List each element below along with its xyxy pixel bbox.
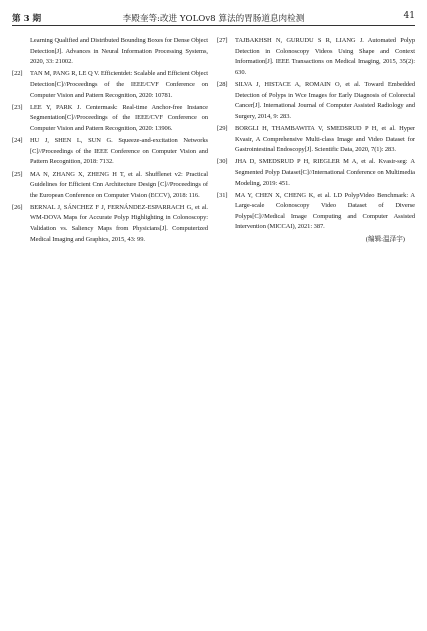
reference-item (12, 103, 208, 135)
reference-number: [22] (12, 70, 23, 78)
reference-item (217, 124, 415, 156)
reference-text: TAN M, PANG R, LE Q V. Efficientdet: Scalable and Efficient Object Detection[C]//Proceedings of the IEEE/CVF Conference on Computer Vision and Pattern Recognition, 2020: 10781. (30, 70, 208, 99)
reference-number: [23] (12, 103, 23, 111)
reference-column-left (12, 36, 208, 247)
reference-item (217, 191, 415, 233)
reference-item (12, 136, 208, 168)
reference-number: [25] (12, 170, 23, 178)
editor-note: (编辑:温泽宇) (365, 235, 405, 243)
reference-text: BERNAL J, SÁNCHEZ F J, FERNÁNDEZ-ESPARRACH G, et al. WM-DOVA Maps for Accurate Polyp Highlighting in Colonoscopy: Validation vs. Saliency Maps from Physicians[J]. Computerized Medical Imaging and Graphics, 2015, 43: 99. (30, 203, 208, 243)
reference-text: MA N, ZHANG X, ZHENG H T, et al. Shufflenet v2: Practical Guidelines for Efficient Cnn Architecture Design [C]//Proceedings of the European Conference on Computer Vision (ECCV), 2018: 116. (30, 170, 208, 199)
reference-text: BORGLI H, THAMBAWITA V, SMEDSRUD P H, et al. Hyper Kvasir, A Comprehensive Multi-class Image and Video Dataset for Gastrointestinal Endoscopy[J]. Scientific Data, 2020, 7(1): 283. (235, 124, 415, 154)
reference-text: TAJBAKHSH N, GURUDU S R, LIANG J. Automated Polyp Detection in Colonoscopy Videos Using Shape and Context Information[J]. IEEE Transactions on Medical Imaging, 2015, 35(2): 630. (235, 37, 415, 76)
issue-label: 第 3 期 (12, 14, 42, 24)
reference-item (12, 170, 208, 202)
reference-text: MA Y, CHEN X, CHENG K, et al. LD PolypVideo Benchmark: A Large-scale Colonoscopy Video Dataset of Diverse Polyps[C]//Medical Image Computing and Computer Assisted Intervention (MICCAI), 2021: 387. (235, 191, 415, 231)
reference-number: [27] (217, 37, 228, 44)
page-header (12, 8, 415, 26)
reference-text: LEE Y, PARK J. Centermask: Real-time Anchor-free Instance Segmentation[C]//Proceedings of the IEEE/CVF Conference on Computer Vision and Pattern Recognition, 2020: 13906. (30, 103, 208, 132)
page-number: 41 (403, 11, 415, 21)
reference-item (12, 36, 208, 68)
reference-number: [24] (12, 137, 23, 145)
reference-number: [30] (217, 158, 228, 166)
reference-number: [31] (217, 191, 228, 199)
reference-text: HU J, SHEN L, SUN G. Squeeze-and-excitation Networks [C]//Proceedings of the IEEE Conference on Computer Vision and Pattern Recognition, 2018: 7132. (30, 137, 208, 166)
reference-item (12, 203, 208, 245)
running-title: 李殿奎等:改进 YOLOv8 算法的胃肠道息肉检测 (122, 14, 305, 24)
reference-item (217, 80, 415, 122)
reference-text: Learning Qualified and Distributed Bounding Boxes for Dense Object Detection[J]. Advances in Neural Information Processing Systems, 2020, 33: 21002. (30, 37, 208, 66)
reference-text: SILVA J, HISTACE A, ROMAIN O, et al. Toward Embedded Detection of Polyps in Wce Images for Early Diagnosis of Colorectal Cancer[J]. International Journal of Computer Assisted Radiology and Surgery, 2014, 9: 283. (235, 80, 415, 120)
reference-item (217, 36, 415, 78)
reference-number: [28] (217, 80, 228, 88)
reference-number: [26] (12, 203, 23, 211)
reference-text: JHA D, SMEDSRUD P H, RIEGLER M A, et al. Kvasir-seg: A Segmented Polyp Dataset[C]//International Conference on Multimedia Modeling, 2019: 451. (235, 158, 415, 187)
reference-column-right (217, 36, 415, 245)
reference-item (217, 157, 415, 189)
reference-item (12, 69, 208, 101)
reference-number: [29] (217, 124, 228, 132)
